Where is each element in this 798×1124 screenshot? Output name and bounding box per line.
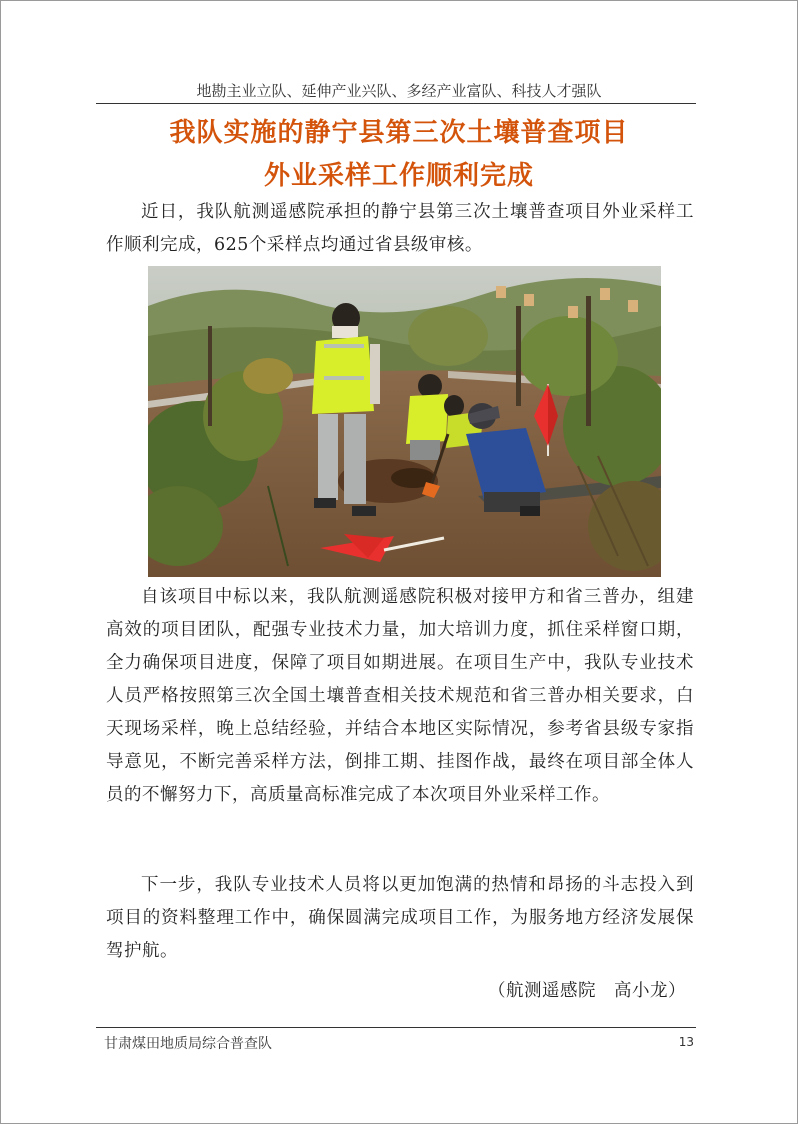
header-rule — [96, 103, 696, 104]
field-sampling-photo — [148, 266, 661, 577]
paragraph-1: 近日，我队航测遥感院承担的静宁县第三次土壤普查项目外业采样工作顺利完成，625个采样点均通过省县级审核。 — [106, 202, 694, 255]
article-title-line1: 我队实施的静宁县第三次土壤普查项目 — [169, 118, 629, 148]
page-number: 13 — [678, 1035, 694, 1049]
paragraph-3: 下一步，我队专业技术人员将以更加饱满的热情和昂扬的斗志投入到项目的资料整理工作中，确保圆满完成项目工作，为服务地方经济发展保驾护航。 — [106, 875, 694, 961]
paragraph-2: 自该项目中标以来，我队航测遥感院积极对接甲方和省三普办，组建高效的项目团队，配强专业技术力量，加大培训力度，抓住采样窗口期，全力确保项目进度，保障了项目如期进展。在项目生产中，我队专业技术人员严格按照第三次全国土壤普查相关技术规范和省三普办相关要求，白天现场采样，晚上总结经验，并结合本地区实际情况，参考省县级专家指导意见，不断完善采样方法，倒排工期、挂图作战，最终在项目部全体人员的不懈努力下，高质量高标准完成了本次项目外业采样工作。 — [106, 587, 694, 805]
author-byline: （航测遥感院 高小龙） — [488, 981, 686, 1001]
footer-organization: 甘肃煤田地质局综合普查队 — [104, 1036, 272, 1052]
footer-rule — [96, 1027, 696, 1028]
article-title-line2: 外业采样工作顺利完成 — [263, 161, 534, 191]
header-slogan: 地勘主业立队、延伸产业兴队、多经产业富队、科技人才强队 — [196, 82, 602, 100]
